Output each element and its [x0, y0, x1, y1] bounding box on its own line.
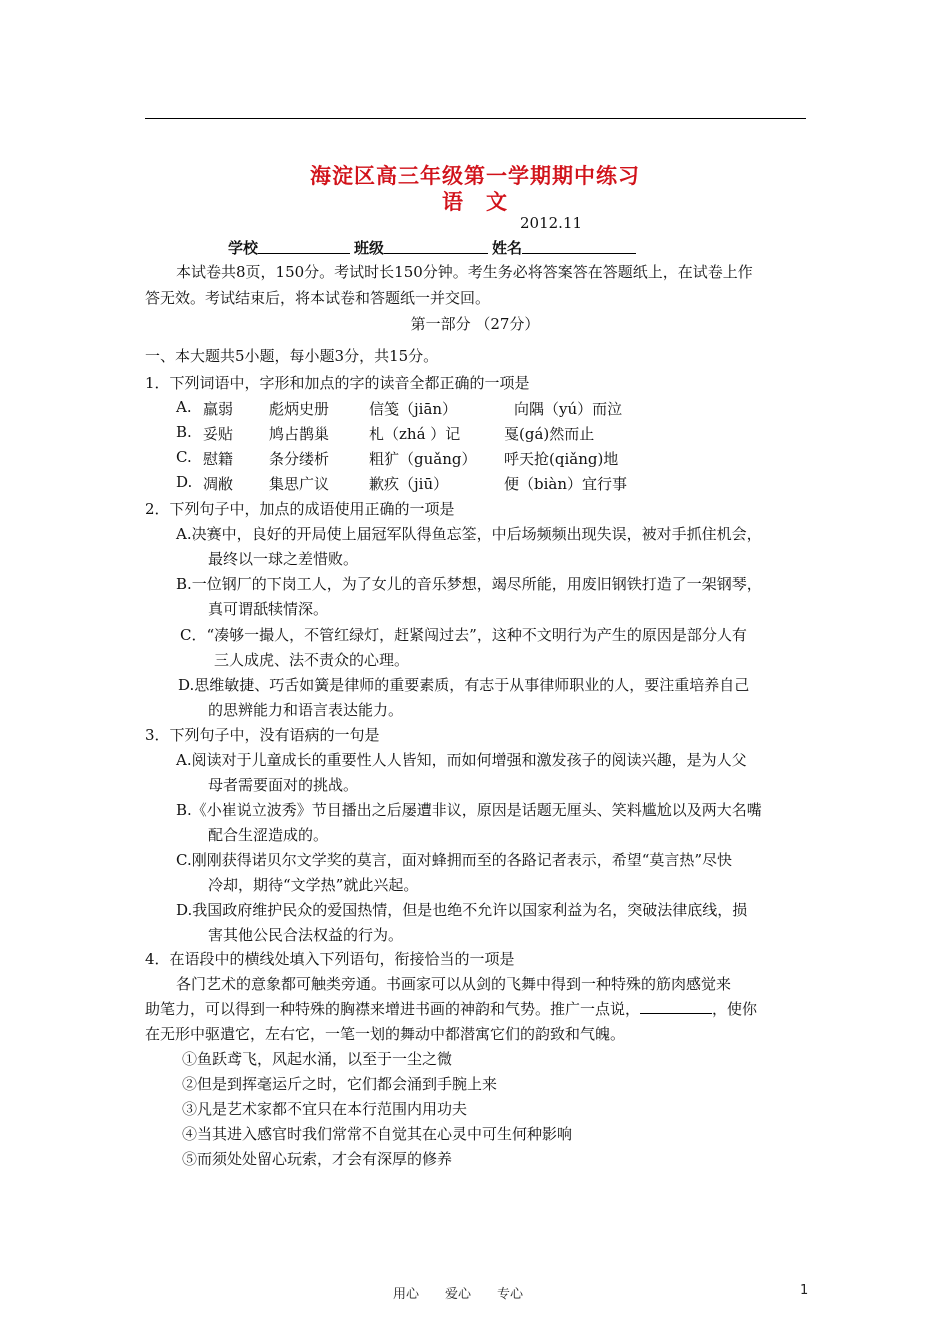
section-one-heading: 一、本大题共5小题，每小题3分，共15分。: [145, 347, 439, 365]
name-label: 姓名: [492, 239, 523, 257]
q1-option-b-label: B.: [176, 423, 192, 441]
q1-option-a-word-3: 信笺（jiān）: [369, 400, 458, 418]
q4-passage-line-2-text: 助笔力，可以得到一种特殊的胸襟来增进书画的神韵和气势。推广一点说，: [145, 1000, 641, 1018]
q2-option-a-line-1: A.决赛中，良好的开局使上届冠军队得鱼忘筌，中后场频频出现失误，被对手抓住机会，: [176, 525, 762, 543]
q3-option-d-line-1: D.我国政府维护民众的爱国热情，但是也绝不允许以国家利益为名，突破法律底线，损: [176, 901, 748, 919]
q4-passage-line-1: 各门艺术的意象都可触类旁通。书画家可以从剑的飞舞中得到一种特殊的筋肉感觉来: [176, 975, 732, 993]
q4-item-2: ②但是到挥毫运斤之时，它们都会涌到手腕上来: [182, 1075, 498, 1093]
q3-option-a-line-2: 母者需要面对的挑战。: [208, 776, 359, 794]
q4-passage-line-3: 在无形中驱遣它，左右它，一笔一划的舞动中都潜寓它们的韵致和气魄。: [145, 1025, 626, 1043]
q1-option-c-word-3: 粗犷（guǎng）: [369, 450, 477, 468]
q1-option-c-label: C.: [176, 448, 192, 466]
q1-option-d-word-3: 歉疚（jiū）: [369, 475, 449, 493]
q1-option-c-word-4: 呼天抢(qiǎng)地: [504, 450, 619, 468]
q4-passage-line-2: [145, 999, 757, 1019]
q3-option-c-line-1: C.刚刚获得诺贝尔文学奖的莫言，面对蜂拥而至的各路记者表示，希望“莫言热”尽快: [176, 851, 733, 869]
q1-option-d-word-1: 凋敝: [203, 475, 234, 493]
q1-option-a-word-1: 羸弱: [203, 400, 234, 418]
subject-title: 语 文: [442, 190, 508, 214]
question-3-stem: 3．下列句子中，没有语病的一句是: [145, 726, 380, 744]
q4-item-1: ①鱼跃鸢飞，风起水涌，以至于一尘之微: [182, 1050, 453, 1068]
class-label: 班级: [354, 239, 385, 257]
class-blank: [384, 237, 488, 254]
q1-option-c-word-2: 条分缕析: [269, 450, 330, 468]
question-1-stem: 1．下列词语中，字形和加点的字的读音全都正确的一项是: [145, 374, 530, 392]
q3-option-c-line-2: 冷却，期待“文学热”就此兴起。: [208, 876, 419, 894]
exam-date: 2012.11: [520, 214, 583, 232]
q3-option-d-line-2: 害其他公民合法权益的行为。: [208, 926, 404, 944]
part-one-heading: 第一部分 （27分）: [410, 315, 540, 333]
q1-option-b-word-2: 鸠占鹊巢: [269, 425, 330, 443]
q1-option-d-word-2: 集思广议: [269, 475, 330, 493]
q2-option-d-line-2: 的思辨能力和语言表达能力。: [208, 701, 404, 719]
q2-option-c-line-2: 三人成虎、法不责众的心理。: [214, 651, 410, 669]
q2-option-c-line-1: C．“凑够一撮人，不管红绿灯，赶紧闯过去”，这种不文明行为产生的原因是部分人有: [180, 626, 747, 644]
q3-option-b-line-2: 配合生涩造成的。: [208, 826, 329, 844]
q2-option-a-line-2: 最终以一球之差惜败。: [208, 550, 359, 568]
q2-option-b-line-2: 真可谓舐犊情深。: [208, 600, 329, 618]
q1-option-a-word-2: 彪炳史册: [269, 400, 330, 418]
header-rule: [145, 118, 806, 119]
fill-in-blank: [640, 999, 712, 1014]
q1-option-d-word-4: 便（biàn）宜行事: [504, 475, 628, 493]
q4-item-4: ④当其进入感官时我们常常不自觉其在心灵中可生何种影响: [182, 1125, 573, 1143]
question-4-stem: 4．在语段中的横线处填入下列语句，衔接恰当的一项是: [145, 950, 515, 968]
exam-title: 海淀区高三年级第一学期期中练习: [310, 164, 640, 188]
q4-item-5: ⑤而须处处留心玩索，才会有深厚的修养: [182, 1150, 453, 1168]
q1-option-a-word-4: 向隅（yú）而泣: [514, 400, 623, 418]
student-info-fields: [228, 237, 640, 258]
school-label: 学校: [228, 239, 259, 257]
name-blank: [522, 237, 636, 254]
page-number: 1: [800, 1283, 809, 1298]
q1-option-b-word-4: 戛(gá)然而止: [504, 425, 595, 443]
q4-item-3: ③凡是艺术家都不宜只在本行范围内用功夫: [182, 1100, 468, 1118]
footer-slogan: 用心 爱心 专心: [393, 1287, 524, 1302]
question-2-stem: 2．下列句子中，加点的成语使用正确的一项是: [145, 500, 455, 518]
intro-line-2: 答无效。考试结束后，将本试卷和答题纸一并交回。: [145, 289, 491, 307]
q4-passage-line-2-tail: ，使你: [712, 1000, 758, 1018]
q1-option-b-word-3: 札（zhá ）记: [369, 425, 461, 443]
q1-option-d-label: D.: [176, 473, 193, 491]
q1-option-b-word-1: 妥贴: [203, 425, 234, 443]
q3-option-b-line-1: B.《小崔说立波秀》节目播出之后屡遭非议，原因是话题无厘头、笑料尴尬以及两大名嘴: [176, 801, 762, 819]
q1-option-a-label: A.: [176, 398, 192, 416]
school-blank: [258, 237, 350, 254]
q2-option-d-line-1: D.思维敏捷、巧舌如簧是律师的重要素质，有志于从事律师职业的人，要注重培养自己: [178, 676, 750, 694]
q3-option-a-line-1: A.阅读对于儿童成长的重要性人人皆知，而如何增强和激发孩子的阅读兴趣，是为人父: [176, 751, 747, 769]
intro-line-1: 本试卷共8页，150分。考试时长150分钟。考生务必将答案答在答题纸上，在试卷上作: [176, 263, 753, 281]
q1-option-c-word-1: 慰籍: [203, 450, 234, 468]
q2-option-b-line-1: B.一位钢厂的下岗工人，为了女儿的音乐梦想，竭尽所能，用废旧钢铁打造了一架钢琴，: [176, 575, 762, 593]
